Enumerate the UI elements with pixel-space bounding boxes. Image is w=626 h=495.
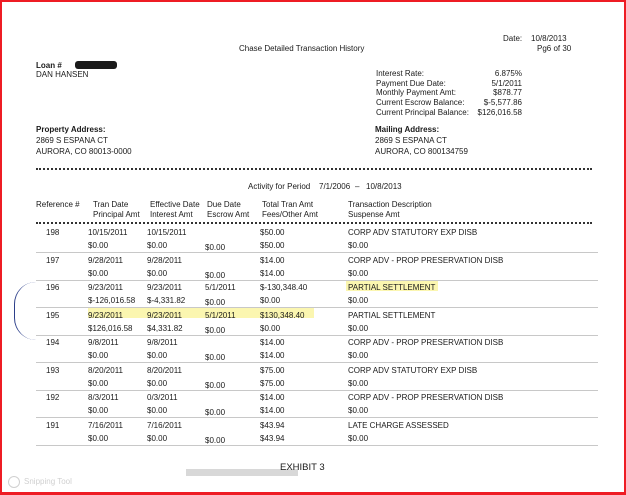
- summary-value: $878.77: [493, 88, 522, 98]
- row-divider: [36, 335, 598, 336]
- borrower-name: DAN HANSEN: [36, 70, 89, 79]
- row-principal-amt: $0.00: [88, 268, 109, 278]
- row-description: CORP ADV - PROP PRESERVATION DISB: [348, 393, 504, 402]
- row-tran-date: 8/3/2011: [88, 393, 119, 402]
- row-divider: [36, 390, 598, 391]
- row-due-date: 5/1/2011: [205, 310, 236, 320]
- period-end: 10/8/2013: [366, 182, 402, 191]
- row-effective-date: 9/23/2011: [147, 310, 182, 320]
- snipping-tool-text: Snipping Tool: [24, 477, 72, 487]
- row-tran-date: 9/23/2011: [88, 283, 123, 292]
- row-interest-amt: $4,331.82: [147, 323, 183, 333]
- summary-label: Current Escrow Balance:: [376, 98, 465, 108]
- row-principal-amt: $0.00: [88, 406, 109, 415]
- row-interest-amt: $0.00: [147, 378, 168, 388]
- col-effective-date: Effective Date: [150, 200, 200, 209]
- row-divider: [36, 252, 598, 253]
- row-suspense-amt: $0.00: [348, 296, 369, 305]
- summary-value: 5/1/2011: [491, 78, 522, 88]
- row-escrow-amt: $0.00: [205, 408, 226, 417]
- mailing-address-line2: AURORA, CO 800134759: [375, 147, 468, 156]
- col-due-date: Due Date: [207, 200, 241, 209]
- period-start: 7/1/2006: [319, 182, 351, 191]
- col-suspense: Suspense Amt: [348, 210, 400, 219]
- row-total-amt: $130,348.40: [260, 310, 305, 320]
- row-fees-amt: $14.00: [260, 351, 285, 360]
- row-fees-amt: $0.00: [260, 323, 281, 333]
- row-effective-date: 0/3/2011: [147, 393, 178, 402]
- date-label: Date:: [503, 34, 523, 43]
- summary-value: $126,016.58: [477, 107, 522, 117]
- row-tran-date: 7/16/2011: [88, 420, 123, 430]
- row-effective-date: 10/15/2011: [147, 228, 187, 237]
- row-interest-amt: $0.00: [147, 351, 168, 360]
- row-fees-amt: $0.00: [260, 296, 281, 305]
- row-tran-date: 8/20/2011: [88, 365, 123, 375]
- row-tran-date: 9/28/2011: [88, 255, 123, 265]
- row-divider: [36, 445, 598, 446]
- row-principal-amt: $0.00: [88, 241, 109, 250]
- row-reference: 198: [46, 228, 60, 237]
- row-interest-amt: $0.00: [147, 241, 168, 250]
- row-suspense-amt: $0.00: [348, 433, 369, 443]
- row-fees-amt: $50.00: [260, 241, 285, 250]
- row-total-amt: $14.00: [260, 338, 285, 347]
- row-principal-amt: $126,016.58: [88, 323, 133, 333]
- mailing-address-line1: 2869 S ESPANA CT: [375, 136, 447, 145]
- row-fees-amt: $75.00: [260, 378, 285, 388]
- row-suspense-amt: $0.00: [348, 351, 369, 360]
- row-effective-date: 7/16/2011: [147, 420, 182, 430]
- row-due-date: 5/1/2011: [205, 283, 236, 292]
- scissors-icon: [8, 476, 20, 488]
- row-tran-date: 10/15/2011: [88, 228, 128, 237]
- row-fees-amt: $43.94: [260, 433, 285, 443]
- page-title: Chase Detailed Transaction History: [239, 44, 365, 53]
- row-interest-amt: $-4,331.82: [147, 296, 186, 305]
- row-escrow-amt: $0.00: [205, 380, 226, 390]
- summary-label: Monthly Payment Amt:: [376, 88, 457, 98]
- row-reference: 194: [46, 338, 60, 347]
- row-reference: 192: [46, 393, 60, 402]
- row-effective-date: 9/8/2011: [147, 338, 178, 347]
- loan-label: Loan #: [36, 61, 62, 70]
- period-dash: –: [355, 182, 360, 191]
- exhibit-label: EXHIBIT 3: [280, 462, 325, 473]
- summary-value: $-5,577.86: [483, 98, 522, 108]
- row-description: PARTIAL SETTLEMENT: [348, 310, 436, 320]
- row-description: CORP ADV STATUTORY EXP DISB: [348, 228, 478, 237]
- date-value: 10/8/2013: [531, 34, 567, 43]
- row-suspense-amt: $0.00: [348, 241, 369, 250]
- col-tran-date: Tran Date: [93, 200, 129, 209]
- row-reference: 195: [46, 310, 60, 320]
- row-fees-amt: $14.00: [260, 268, 285, 278]
- period-label: Activity for Period: [248, 182, 311, 191]
- row-escrow-amt: $0.00: [205, 270, 226, 280]
- col-description: Transaction Description: [348, 200, 432, 209]
- row-escrow-amt: $0.00: [205, 325, 226, 335]
- row-reference: 196: [46, 283, 60, 292]
- row-divider: [36, 307, 598, 308]
- redaction-bar: [75, 61, 117, 69]
- col-interest: Interest Amt: [150, 210, 193, 219]
- row-description: CORP ADV STATUTORY EXP DISB: [348, 365, 478, 375]
- row-principal-amt: $-126,016.58: [88, 296, 136, 305]
- row-reference: 193: [46, 365, 60, 375]
- row-total-amt: $75.00: [260, 365, 285, 375]
- snipping-tool-watermark: [8, 476, 72, 488]
- row-suspense-amt: $0.00: [348, 268, 369, 278]
- col-fees: Fees/Other Amt: [262, 210, 319, 219]
- summary-label: Current Principal Balance:: [376, 107, 469, 117]
- row-interest-amt: $0.00: [147, 406, 168, 415]
- col-principal: Principal Amt: [93, 210, 140, 219]
- row-principal-amt: $0.00: [88, 433, 109, 443]
- col-reference: Reference #: [36, 200, 80, 209]
- row-total-amt: $50.00: [260, 228, 285, 237]
- row-divider: [36, 417, 598, 418]
- row-description: PARTIAL SETTLEMENT: [348, 283, 436, 292]
- row-suspense-amt: $0.00: [348, 406, 369, 415]
- row-escrow-amt: $0.00: [205, 298, 226, 307]
- property-address-label: Property Address:: [36, 125, 106, 134]
- col-escrow: Escrow Amt: [207, 210, 250, 219]
- row-effective-date: 9/23/2011: [147, 283, 182, 292]
- row-total-amt: $43.94: [260, 420, 285, 430]
- row-escrow-amt: $0.00: [205, 435, 226, 445]
- row-escrow-amt: $0.00: [205, 243, 226, 252]
- row-total-amt: $14.00: [260, 255, 285, 265]
- row-tran-date: 9/8/2011: [88, 338, 119, 347]
- row-interest-amt: $0.00: [147, 433, 168, 443]
- row-effective-date: 9/28/2011: [147, 255, 182, 265]
- row-total-amt: $14.00: [260, 393, 285, 402]
- row-interest-amt: $0.00: [147, 268, 168, 278]
- row-principal-amt: $0.00: [88, 351, 109, 360]
- row-description: LATE CHARGE ASSESSED: [348, 420, 449, 430]
- property-address-line1: 2869 S ESPANA CT: [36, 136, 108, 145]
- summary-label: Interest Rate:: [376, 69, 425, 78]
- row-escrow-amt: $0.00: [205, 353, 226, 362]
- summary-label: Payment Due Date:: [376, 78, 446, 88]
- row-principal-amt: $0.00: [88, 378, 109, 388]
- row-divider: [36, 362, 598, 363]
- row-description: CORP ADV - PROP PRESERVATION DISB: [348, 338, 504, 347]
- row-suspense-amt: $0.00: [348, 378, 369, 388]
- row-fees-amt: $14.00: [260, 406, 285, 415]
- row-total-amt: $-130,348.40: [260, 283, 308, 292]
- page-number: Pg6 of 30: [537, 44, 572, 53]
- row-description: CORP ADV - PROP PRESERVATION DISB: [348, 255, 504, 265]
- row-reference: 191: [46, 420, 60, 430]
- property-address-line2: AURORA, CO 80013-0000: [36, 147, 132, 156]
- section-divider: [36, 168, 592, 170]
- row-reference: 197: [46, 255, 60, 265]
- row-suspense-amt: $0.00: [348, 323, 369, 333]
- col-total: Total Tran Amt: [262, 200, 314, 209]
- row-tran-date: 9/23/2011: [88, 310, 123, 320]
- summary-value: 6.875%: [494, 69, 522, 78]
- row-divider: [36, 280, 598, 281]
- mailing-address-label: Mailing Address:: [375, 125, 440, 134]
- header-divider: [36, 222, 592, 224]
- row-effective-date: 8/20/2011: [147, 365, 182, 375]
